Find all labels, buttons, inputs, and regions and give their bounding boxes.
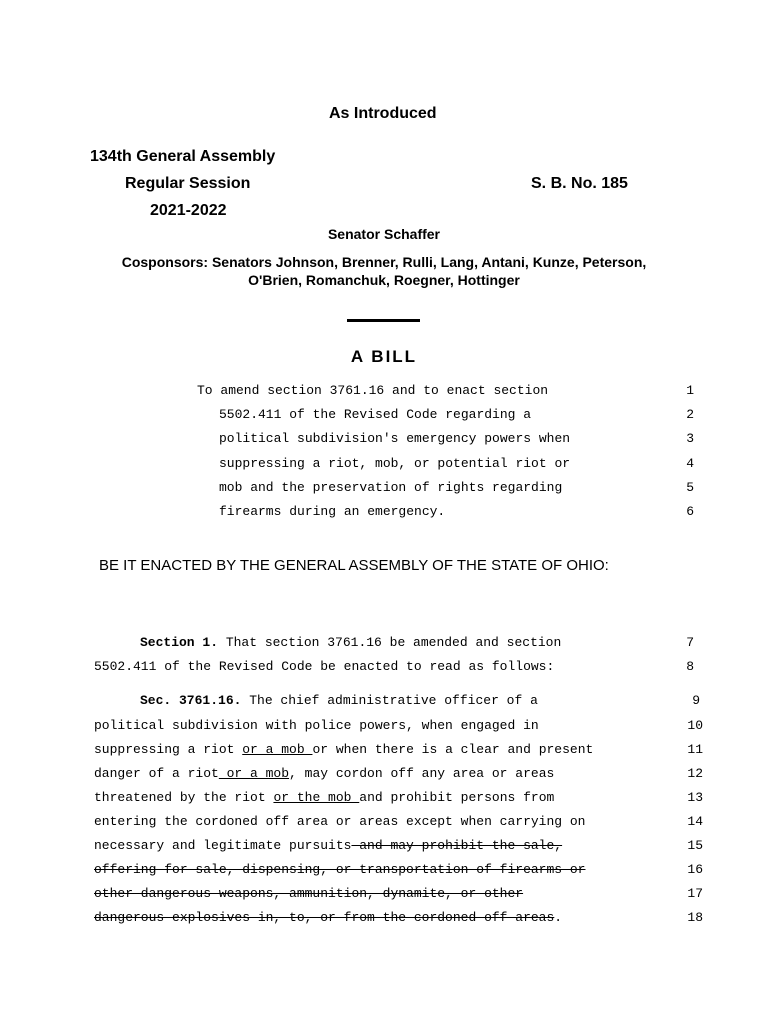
line-number: 16 (687, 862, 703, 877)
body-text: danger of a riot (94, 766, 219, 781)
line-number: 10 (687, 718, 703, 733)
bill-status: As Introduced (329, 105, 437, 122)
line-number: 9 (692, 693, 700, 708)
line-number: 2 (686, 407, 694, 422)
body-line-16 (94, 862, 585, 877)
line-number: 6 (686, 504, 694, 519)
sponsor: Senator Schaffer (327, 226, 441, 242)
body-line-7 (140, 635, 561, 650)
line-number: 3 (686, 431, 694, 446)
enacting-clause: BE IT ENACTED BY THE GENERAL ASSEMBLY OF THE STATE OF OHIO: (99, 557, 609, 574)
title-line: mob and the preservation of rights regarding (219, 480, 563, 495)
header-divider (347, 319, 420, 322)
line-number: 15 (687, 838, 703, 853)
stricken-text: and may prohibit the sale, (351, 838, 563, 853)
stricken-text: other dangerous weapons, ammunition, dynamite, or other (94, 886, 524, 901)
body-text: necessary and legitimate pursuits (94, 838, 352, 853)
inserted-text: or a mob (218, 766, 290, 781)
line-number: 13 (687, 790, 703, 805)
body-line-17 (94, 886, 523, 901)
section-heading: Sec. 3761.16. (140, 693, 242, 708)
title-line: 5502.411 of the Revised Code regarding a (219, 407, 532, 422)
body-line-8: 5502.411 of the Revised Code be enacted to read as follows: (94, 659, 555, 674)
body-text: suppressing a riot (94, 742, 243, 757)
inserted-text: or a mob (242, 742, 313, 757)
body-text: and prohibit persons from (359, 790, 555, 805)
body-line-15 (94, 838, 562, 853)
title-line: suppressing a riot, mob, or potential riot or (219, 456, 571, 471)
session: Regular Session (125, 175, 251, 192)
inserted-text: or the mob (273, 790, 360, 805)
cosponsors-line-1: Cosponsors: Senators Johnson, Brenner, Rulli, Lang, Antani, Kunze, Peterson, (121, 254, 647, 270)
stricken-text: dangerous explosives in, to, or from the cordoned off areas (94, 910, 555, 925)
bill-number: S. B. No. 185 (531, 175, 628, 192)
line-number: 5 (686, 480, 694, 495)
bill-heading: A BILL (350, 347, 418, 366)
session-years: 2021-2022 (150, 202, 227, 219)
body-text: . (554, 910, 563, 925)
title-line: To amend section 3761.16 and to enact section (197, 383, 549, 398)
line-number: 12 (687, 766, 703, 781)
body-text: threatened by the riot (94, 790, 274, 805)
general-assembly: 134th General Assembly (90, 148, 276, 165)
body-text: That section 3761.16 be amended and section (218, 635, 562, 650)
line-number: 17 (687, 886, 703, 901)
line-number: 14 (687, 814, 703, 829)
line-number: 7 (686, 635, 694, 650)
line-number: 1 (686, 383, 694, 398)
body-line-9 (140, 693, 538, 708)
section-heading: Section 1. (140, 635, 219, 650)
body-line-10: political subdivision with police powers, when engaged in (94, 718, 539, 733)
body-line-14: entering the cordoned off area or areas except when carrying on (94, 814, 586, 829)
line-number: 11 (687, 742, 703, 757)
body-line-13 (94, 790, 554, 805)
title-line: firearms during an emergency. (219, 504, 446, 519)
body-text: , may cordon off any area or areas (289, 766, 555, 781)
body-text: or when there is a clear and present (312, 742, 594, 757)
line-number: 4 (686, 456, 694, 471)
title-line: political subdivision's emergency powers when (219, 431, 571, 446)
line-number: 8 (686, 659, 694, 674)
body-line-18 (94, 910, 562, 925)
line-number: 18 (687, 910, 703, 925)
cosponsors-line-2: O'Brien, Romanchuk, Roegner, Hottinger (248, 272, 520, 288)
stricken-text: offering for sale, dispensing, or transportation of firearms or (94, 862, 586, 877)
body-line-12 (94, 766, 554, 781)
body-line-11 (94, 742, 593, 757)
body-text: The chief administrative officer of a (241, 693, 538, 708)
